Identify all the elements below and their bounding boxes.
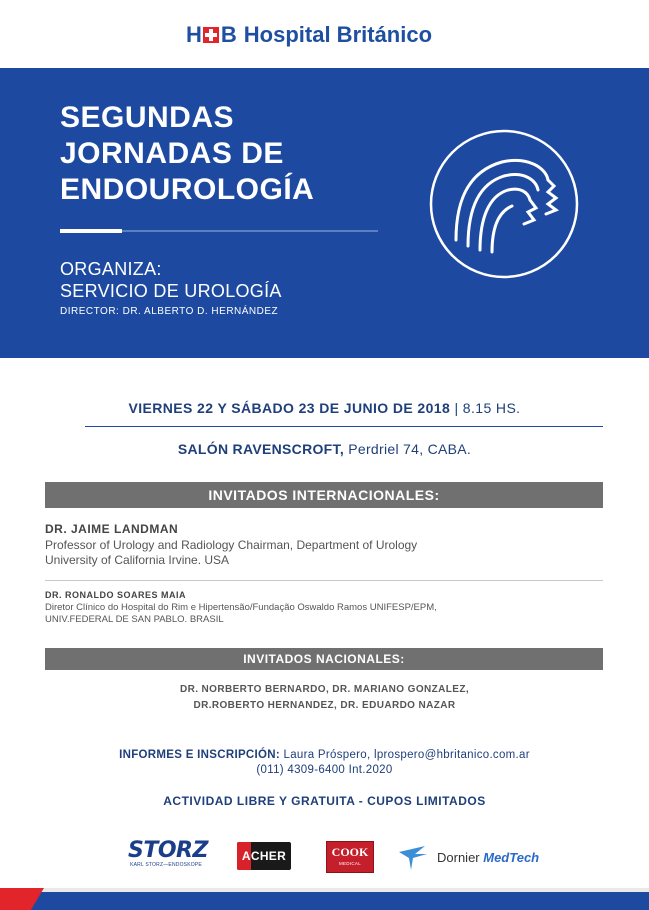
footer-top-strip <box>0 888 649 892</box>
storz-subtitle: KARL STORZ—ENDOSKOPE <box>130 862 202 868</box>
event-venue <box>0 441 649 457</box>
cook-subtitle: MEDICAL <box>338 861 362 866</box>
footer-bar <box>0 888 649 910</box>
title-line-3: ENDOUROLOGÍA <box>60 173 315 206</box>
acher-logo <box>237 842 291 870</box>
national-guests-list <box>0 682 649 714</box>
dornier-name: Dornier <box>437 849 480 865</box>
logo-letter-h: H <box>186 22 201 47</box>
medtech-name: MedTech <box>483 849 540 865</box>
registration-info <box>0 748 649 778</box>
red-cross-icon <box>203 27 219 43</box>
hospital-logo <box>186 22 432 48</box>
venue-name: SALÓN RAVENSCROFT, <box>177 441 345 457</box>
event-time: 8.15 HS. <box>462 400 521 416</box>
event-title <box>60 100 314 208</box>
registration-label: INFORMES E INSCRIPCIÓN: <box>119 749 280 761</box>
registration-phone: (011) 4309-6400 Int.2020 <box>256 764 393 776</box>
event-dates: VIERNES 22 Y SÁBADO 23 DE JUNIO DE 2018 <box>128 400 451 416</box>
guest-divider <box>45 580 603 581</box>
title-line-1: SEGUNDAS <box>60 101 235 134</box>
dornier-star-icon <box>397 842 431 872</box>
national-guests-heading: INVITADOS NACIONALES: <box>45 648 603 670</box>
guest-desc-line: UNIV.FEDERAL DE SAN PABLO. BRASIL <box>45 614 224 625</box>
acher-wordmark: ACHER <box>241 849 287 863</box>
dornier-wordmark <box>437 850 539 865</box>
guest-maia <box>45 590 605 626</box>
footer-red-accent <box>0 888 44 910</box>
guest-description <box>45 602 605 626</box>
title-line-2: JORNADAS DE <box>60 137 284 170</box>
header <box>0 0 649 68</box>
event-date <box>0 400 649 416</box>
logo-letter-b: B <box>220 22 236 47</box>
registration-contact: Laura Próspero, lprospero@hbritanico.com.ar <box>283 749 530 761</box>
cook-medical-logo <box>326 841 374 873</box>
storz-logo <box>128 838 208 874</box>
dornier-medtech-logo <box>397 842 539 872</box>
guest-desc-line: University of California Irvine. USA <box>45 553 230 567</box>
guest-desc-line: Professor of Urology and Radiology Chairman, Department of Urology <box>45 538 418 552</box>
organizer <box>60 258 282 302</box>
cook-wordmark: COOK <box>331 845 369 859</box>
title-divider <box>60 230 378 232</box>
logo-text: Hospital Británico <box>243 22 433 47</box>
free-activity-note: ACTIVIDAD LIBRE Y GRATUITA - CUPOS LIMITADOS <box>163 794 486 808</box>
director: DIRECTOR: DR. ALBERTO D. HERNÁNDEZ <box>60 306 279 317</box>
storz-wordmark: STORZ <box>128 838 208 863</box>
national-guests-line: DR.ROBERTO HERNANDEZ, DR. EDUARDO NAZAR <box>193 700 456 711</box>
date-separator: | <box>454 400 459 416</box>
venue-address: Perdriel 74, CABA. <box>348 441 472 457</box>
wave-emblem-icon <box>428 128 580 280</box>
international-guests-heading: INVITADOS INTERNACIONALES: <box>45 482 603 508</box>
guest-name: DR. RONALDO SOARES MAIA <box>45 590 187 600</box>
organiza-label: ORGANIZA: <box>60 259 162 279</box>
national-guests-line: DR. NORBERTO BERNARDO, DR. MARIANO GONZALEZ, <box>179 684 470 695</box>
guest-desc-line: Diretor Clínico do Hospital do Rim e Hipertensão/Fundação Oswaldo Ramos UNIFESP/EPM, <box>45 602 437 613</box>
registration-line <box>0 748 649 763</box>
guest-description <box>45 538 605 568</box>
hb-logo-mark <box>186 22 236 48</box>
organiza-value: SERVICIO DE UROLOGÍA <box>60 281 282 301</box>
guest-landman <box>45 522 605 568</box>
date-divider <box>85 426 603 427</box>
guest-name: DR. JAIME LANDMAN <box>45 522 179 536</box>
